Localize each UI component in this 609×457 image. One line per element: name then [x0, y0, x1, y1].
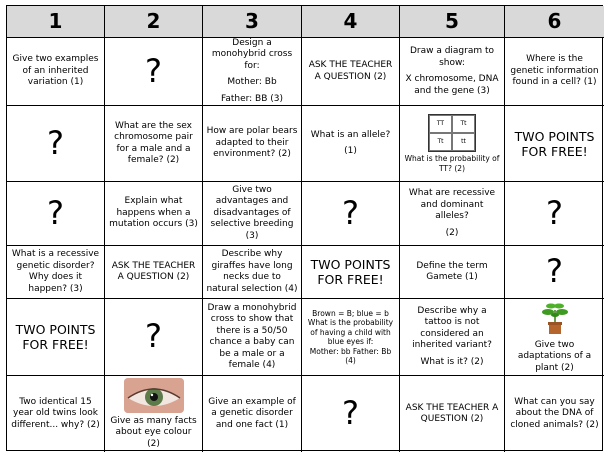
- mystery-question-cell: ?: [505, 182, 604, 246]
- question-cell: How are polar bears adapted to their environment? (2): [203, 106, 302, 182]
- question-line: What are recessive and dominant alleles?: [408, 188, 496, 221]
- question-line: What is an allele?: [310, 129, 391, 140]
- question-line: What is the probability of having a child with blue eyes if:: [307, 318, 394, 346]
- question-cell: [400, 182, 505, 246]
- question-line: Mother: Bb: [227, 77, 277, 88]
- question-line: Father: BB (3): [220, 93, 284, 104]
- potted-plant-image: [537, 300, 573, 336]
- punnett-box: tt: [452, 133, 475, 151]
- question-cell: ASK THE TEACHER A QUESTION (2): [400, 376, 505, 452]
- free-points-cell: TWO POINTS FOR FREE!: [505, 106, 604, 182]
- question-line: Design a monohybrid cross for:: [211, 38, 293, 71]
- mystery-question-cell: ?: [302, 182, 400, 246]
- question-cell: Give two examples of an inherited variation (1): [7, 38, 105, 106]
- question-cell: ASK THE TEACHER A QUESTION (2): [105, 246, 203, 299]
- column-header: 6: [505, 6, 604, 38]
- question-cell: ASK THE TEACHER A QUESTION (2): [302, 38, 400, 106]
- question-cell: What is a recessive genetic disorder? Why does it happen? (3): [7, 246, 105, 299]
- question-cell: Describe why giraffes have long necks due to natural selection (4): [203, 246, 302, 299]
- question-line: Give as many facts about eye colour (2): [110, 415, 197, 449]
- question-grid: [6, 5, 603, 451]
- question-cell: Define the term Gamete (1): [400, 246, 505, 299]
- question-cell: [400, 38, 505, 106]
- question-cell: Give an example of a genetic disorder and one fact (1): [203, 376, 302, 452]
- column-header: 5: [400, 6, 505, 38]
- question-line: Give two adaptations of a plant (2): [517, 339, 592, 373]
- question-cell: [203, 38, 302, 106]
- question-line: Draw a diagram to show:: [409, 46, 495, 68]
- column-header: 3: [203, 6, 302, 38]
- question-cell: What are the sex chromosome pair for a male and a female? (2): [105, 106, 203, 182]
- question-line: Describe why a tattoo is not considered an inherited variant?: [412, 305, 492, 351]
- question-cell: Give two advantages and disadvantages of selective breeding (3): [203, 182, 302, 246]
- question-cell: Draw a monohybrid cross to show that there is a 50/50 chance a baby can be a male or a female (4): [203, 299, 302, 376]
- question-cell: What can you say about the DNA of cloned animals? (2): [510, 396, 599, 430]
- question-cell: [400, 299, 505, 376]
- question-cell: [302, 106, 400, 182]
- question-cell: [302, 299, 400, 376]
- question-cell: Where is the genetic information found in a cell? (1): [505, 38, 604, 106]
- question-line: (2): [445, 227, 459, 238]
- eye-question-cell: [105, 376, 203, 452]
- question-cell: Explain what happens when a mutation occurs (3): [105, 182, 203, 246]
- question-line: X chromosome, DNA and the gene (3): [405, 74, 499, 96]
- column-header: 2: [105, 6, 203, 38]
- mystery-question-cell: ?: [302, 376, 400, 452]
- mystery-question-cell: ?: [505, 246, 604, 299]
- punnett-box: Tt: [452, 115, 475, 133]
- mystery-question-cell: ?: [105, 38, 203, 106]
- question-line: Brown = B; blue = b: [312, 308, 389, 318]
- punnett-box: TT: [429, 115, 452, 133]
- question-line: What is the probability of TT? (2): [404, 154, 500, 173]
- mystery-question-cell: ?: [105, 299, 203, 376]
- plant-question-cell: [505, 299, 604, 376]
- eye-photo: [124, 378, 184, 413]
- question-line: (1): [344, 146, 357, 156]
- column-header: 1: [7, 6, 105, 38]
- column-header: 4: [302, 6, 400, 38]
- punnett-box: Tt: [429, 133, 452, 151]
- mystery-question-cell: ?: [7, 182, 105, 246]
- question-line: What is it? (2): [420, 356, 484, 367]
- mystery-question-cell: ?: [7, 106, 105, 182]
- question-line: Mother: bb Father: Bb: [309, 346, 392, 356]
- punnett-square-diagram: [428, 114, 476, 152]
- free-points-cell: TWO POINTS FOR FREE!: [302, 246, 400, 299]
- question-cell: Two identical 15 year old twins look different... why? (2): [7, 376, 105, 452]
- punnett-question-cell: [400, 106, 505, 182]
- free-points-cell: TWO POINTS FOR FREE!: [7, 299, 105, 376]
- question-line: (4): [345, 356, 356, 365]
